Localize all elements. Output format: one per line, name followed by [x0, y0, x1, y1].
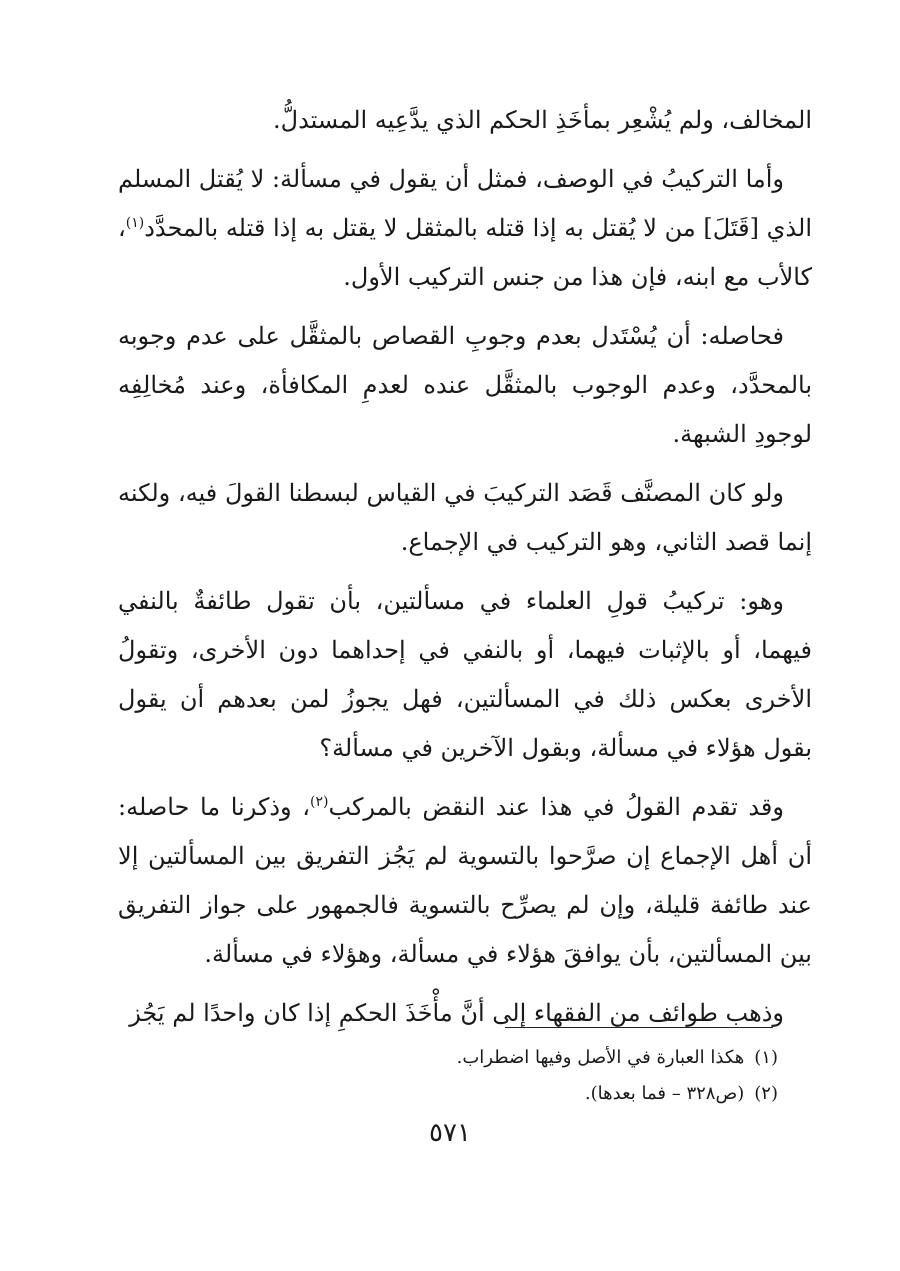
paragraph-7 [118, 989, 812, 1038]
footnotes [118, 1040, 778, 1112]
paragraph-2-text-after: ، كالأب مع ابنه، فإن هذا من جنس التركيب الأول. [118, 214, 812, 291]
paragraph-4-text: ولو كان المصنَّف قَصَد التركيبَ في القياس لبسطنا القولَ فيه، ولكنه إنما قصد الثاني، وهو التركيب في الإجماع. [118, 479, 812, 556]
footnote-1-number: (١) [754, 1047, 778, 1068]
paragraph-2-text: وأما التركيبُ في الوصف، فمثل أن يقول في مسألة: لا يُقتل المسلم الذي [قَتَلَ] من لا يُقتل به إذا قتله بالمثقل لا يقتل به إذا قتله بالمحدَّد [117, 165, 812, 242]
paragraph-1 [118, 96, 812, 145]
paragraph-5 [118, 577, 812, 773]
paragraph-3-text: فحاصله: أن يُسْتَدل بعدم وجوبِ القصاص بالمثقَّل على عدم وجوبه بالمحدَّد، وعدم الوجوب بالمثقَّل عنده لعدمِ المكافأة، وعند مُخالِفِه لوجودِ الشبهة. [118, 322, 812, 448]
paragraph-4 [118, 469, 812, 567]
footnote-divider [505, 1027, 773, 1028]
footnote-2 [118, 1076, 778, 1112]
footnote-2-number: (٢) [754, 1083, 778, 1104]
paragraph-2 [118, 155, 812, 302]
footnote-ref-2[interactable]: (٢) [309, 794, 329, 810]
footnote-ref-1[interactable]: (١) [125, 215, 145, 231]
page-number: ٥٧١ [429, 1118, 471, 1148]
footnote-2-text: (ص٣٢٨ – فما بعدها). [584, 1083, 745, 1104]
paragraph-6-text: وقد تقدم القولُ في هذا عند النقض بالمركب [328, 793, 784, 821]
paragraph-6 [118, 783, 812, 979]
paragraph-5-text: وهو: تركيبُ قولِ العلماء في مسألتين، بأن تقول طائفةٌ بالنفي فيهما، أو بالإثبات فيهما، أو بالنفي في إحداهما دون الأخرى، وتقولُ الأخرى بعكس ذلك في المسألتين، فهل يجوزُ لمن بعدهم أن يقول بقول هؤلاء في مسألة، وبقول الآخرين في مسألة؟ [118, 587, 812, 762]
paragraph-3 [118, 312, 812, 459]
page-body [118, 96, 812, 1048]
paragraph-1-text: المخالف، ولم يُشْعِر بمأخَذِ الحكم الذي يدَّعِيه المستدلُّ. [273, 106, 812, 134]
footnote-1 [118, 1040, 778, 1076]
paragraph-7-text: وذهب طوائف من الفقهاء إلى أنَّ مأْخَذَ الحكمِ إذا كان واحدًا لم يَجُز [129, 999, 784, 1027]
paragraph-6-text-after: ، وذكرنا ما حاصله: أن أهل الإجماع إن صرَّحوا بالتسوية لم يَجُز التفريق بين المسألتين إلا عند طائفة قليلة، وإن لم يصرِّح بالتسوية فالجمهور على جواز التفريق بين المسألتين، بأن يوافقَ هؤلاء في مسألة، وهؤلاء في مسألة. [118, 793, 812, 968]
footnote-1-text: هكذا العبارة في الأصل وفيها اضطراب. [456, 1047, 745, 1068]
